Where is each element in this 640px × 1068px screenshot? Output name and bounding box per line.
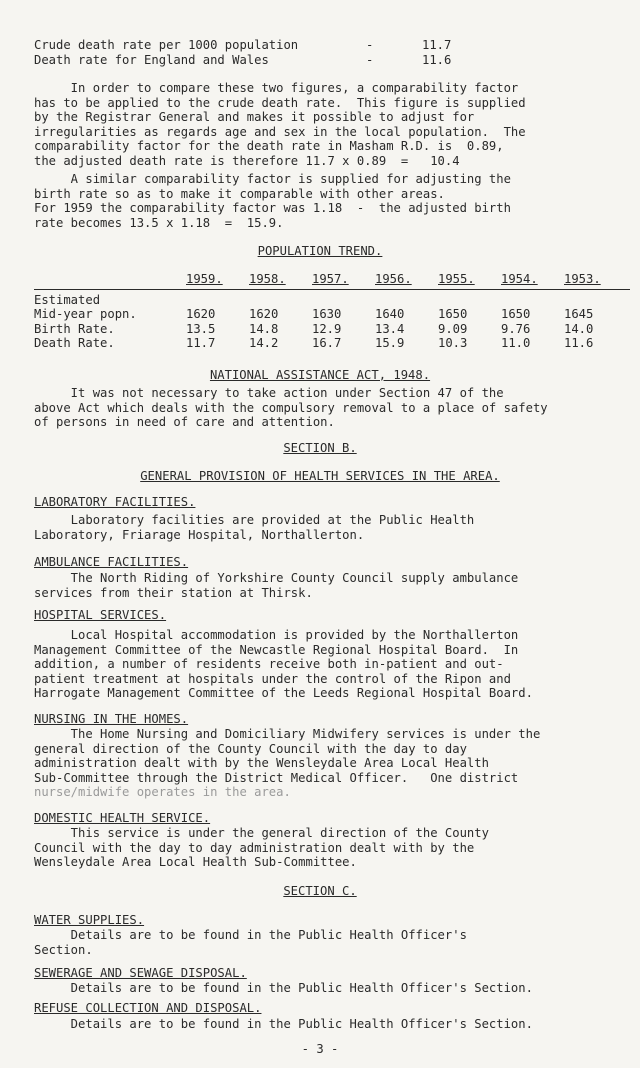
table-cell: 14.8 <box>249 321 279 336</box>
table-header-row <box>34 272 630 289</box>
rate-label: Crude death rate per 1000 population <box>34 38 299 52</box>
table-cell: 1640 <box>375 307 405 322</box>
ambulance-heading: AMBULANCE FACILITIES. <box>34 555 189 569</box>
table-corner <box>34 272 186 289</box>
table-cell: 10.3 <box>438 336 468 351</box>
year-header: 1953. <box>564 272 601 286</box>
sewerage-heading: SEWERAGE AND SEWAGE DISPOSAL. <box>34 966 247 980</box>
table-cell: 1645 <box>564 307 594 322</box>
row-label: Mid-year popn. <box>34 307 137 322</box>
rate-row-crude <box>34 38 614 53</box>
ambulance-text: The North Riding of Yorkshire County Council supply ambulance services from their station at Thirsk. <box>34 571 519 600</box>
year-header: 1956. <box>375 272 412 286</box>
table-cell: 1620 <box>186 307 216 322</box>
para-birth-rate: A similar comparability factor is supplied for adjusting the birth rate so as to make it comparable with other areas. For 1959 the comparability factor was 1.18 - the adjusted birth rate becomes 13.5 x 1.18 = 15.9. <box>34 172 511 230</box>
year-header: 1959. <box>186 272 223 286</box>
year-header: 1954. <box>501 272 538 286</box>
row-label: Birth Rate. <box>34 321 115 336</box>
table-cell: 13.4 <box>375 321 405 336</box>
table-cell: 14.2 <box>249 336 279 351</box>
year-header: 1957. <box>312 272 349 286</box>
water-heading: WATER SUPPLIES. <box>34 913 145 927</box>
domestic-heading: DOMESTIC HEALTH SERVICE. <box>34 811 211 825</box>
laboratory-heading: LABORATORY FACILITIES. <box>34 495 196 509</box>
table-cell: 1620 <box>249 307 279 322</box>
table-cell: 11.7 <box>186 336 216 351</box>
rate-dash: - <box>366 53 374 67</box>
para-comparability: In order to compare these two figures, a comparability factor has to be applied to the crude death rate. This figure is supplied by the Registrar General and makes it possible to adjust for irregularities as regards age and sex in the local population. The comparability factor for the death rate in Masham R.D. is 0.89, the adjusted death rate is therefore 11.7 x 0.89 = 10.4 <box>34 81 526 168</box>
rate-value: 11.7 <box>422 38 452 52</box>
nursing-heading: NURSING IN THE HOMES. <box>34 712 189 726</box>
year-header: 1955. <box>438 272 475 286</box>
table-cell: 1650 <box>438 307 468 322</box>
table-row <box>34 336 630 351</box>
table-cell: 1630 <box>312 307 342 322</box>
rate-row-england <box>34 53 614 68</box>
table-cell: 9.09 <box>438 321 468 336</box>
section-c-title: SECTION C. <box>283 884 357 898</box>
rate-label: Death rate for England and Wales <box>34 53 269 67</box>
year-header: 1958. <box>249 272 286 286</box>
nursing-faded-line: nurse/midwife operates in the area. <box>34 785 291 799</box>
section-b-title: SECTION B. <box>283 441 357 455</box>
table-cell: 15.9 <box>375 336 405 351</box>
table-cell: 9.76 <box>501 321 531 336</box>
national-assistance-title: NATIONAL ASSISTANCE ACT, 1948. <box>209 368 431 382</box>
population-trend-table <box>34 272 630 351</box>
page-number: - 3 - <box>301 1042 339 1056</box>
domestic-text: This service is under the general direction of the County Council with the day to day administration dealt with by the Wensleydale Area Local Health Sub-Committee. <box>34 826 489 870</box>
table-cell: 14.0 <box>564 321 594 336</box>
table-cell: 1650 <box>501 307 531 322</box>
table-cell: 16.7 <box>312 336 342 351</box>
population-trend-title: POPULATION TREND. <box>257 244 383 258</box>
refuse-text: Details are to be found in the Public Health Officer's Section. <box>34 1017 533 1031</box>
table-row <box>34 322 630 337</box>
hospital-heading: HOSPITAL SERVICES. <box>34 608 167 622</box>
table-cell: 12.9 <box>312 321 342 336</box>
table-row <box>34 289 630 307</box>
table-cell: 11.6 <box>564 336 594 351</box>
table-cell: 13.5 <box>186 321 216 336</box>
water-text: Details are to be found in the Public Health Officer's Section. <box>34 928 467 957</box>
national-assistance-text: It was not necessary to take action under Section 47 of the above Act which deals with the compulsory removal to a place of safety of persons in need of care and attention. <box>34 386 548 430</box>
row-label: Estimated <box>34 292 101 307</box>
row-label: Death Rate. <box>34 336 115 351</box>
rate-dash: - <box>366 38 374 52</box>
hospital-text: Local Hospital accommodation is provided by the Northallerton Management Committee of the Newcastle Regional Hospital Board. In addition, a number of residents receive both in-patient and out- patient treatment at hospitals under the control of the Ripon and Harrogate Management Committee of the Leeds Regional Hospital Board. <box>34 628 533 701</box>
laboratory-text: Laboratory facilities are provided at the Public Health Laboratory, Friarage Hospital, Northallerton. <box>34 513 475 542</box>
table-cell: 11.0 <box>501 336 531 351</box>
table-row <box>34 307 630 322</box>
rate-value: 11.6 <box>422 53 452 67</box>
refuse-heading: REFUSE COLLECTION AND DISPOSAL. <box>34 1001 262 1015</box>
section-b-subtitle: GENERAL PROVISION OF HEALTH SERVICES IN THE AREA. <box>140 469 500 483</box>
sewerage-text: Details are to be found in the Public Health Officer's Section. <box>34 981 533 995</box>
nursing-text: The Home Nursing and Domiciliary Midwifery services is under the general direction of the County Council with the day to day administration dealt with by the Wensleydale Area Local Health Sub-Committee through the District Medical Officer. One district <box>34 727 541 785</box>
